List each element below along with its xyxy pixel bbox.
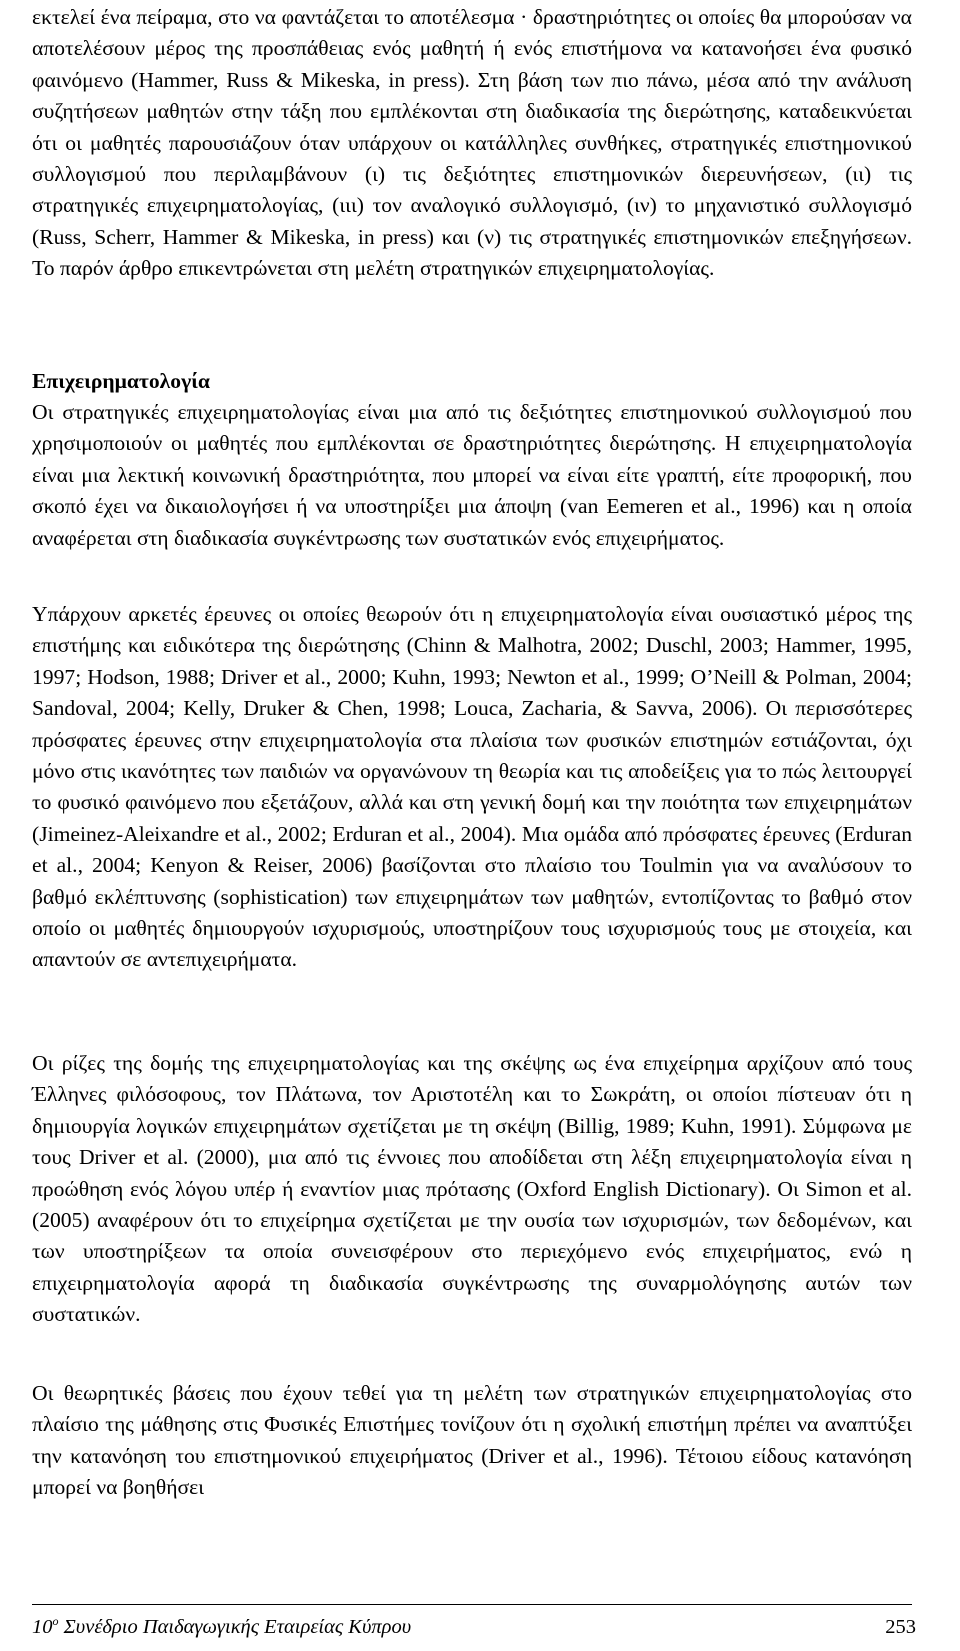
paragraph-argumentation-definition: Οι στρατηγικές επιχειρηματολογίας είναι μια από τις δεξιότητες επιστημονικού συλλογισμού που χρησιμοποιούν οι μαθητές που εμπλέκονται σε δραστηριότητες διερώτησης. Η επιχειρηματολογία είναι μια λεκτική κοινωνική δραστηριότητα, που μπορεί να είναι είτε γραπτή, είτε προφορική, που σκοπό έχει να δικαιολογήσει ή να υποστηρίξει μια άποψη (van Eemeren et al., 1996) και η οποία αναφέρεται στη διαδικασία συγκέντρωσης των συστατικών ενός επιχειρήματος.: [32, 400, 912, 550]
footer-conference-title: [32, 1616, 411, 1638]
page-footer: [32, 1604, 916, 1641]
conference-number: 10: [32, 1616, 53, 1638]
paragraph-research-review: Υπάρχουν αρκετές έρευνες οι οποίες θεωρούν ότι η επιχειρηματολογία είναι ουσιαστικό μέρος της επιστήμης και ειδικότερα της διερώτησης (Chinn & Malhotra, 2002; Duschl, 2003; Hammer, 1995, 1997; Hodson, 1988; Driver et al., 2000; Kuhn, 1993; Newton et al., 1999; O’Neill & Polman, 2004; Sandoval, 2004; Kelly, Druker & Chen, 1998; Louca, Zacharia, & Savva, 2006). Οι περισσότερες πρόσφατες έρευνες στην επιχειρηματολογία στα πλαίσια των φυσικών επιστημών εστιάζονται, όχι μόνο στις ικανότητες των παιδιών να οργανώνουν τη θεωρία και τις αποδείξεις για το πώς λειτουργεί το φυσικό φαινόμενο που εξετάζουν, αλλά και στη γενική δομή και την ποιότητα των επιχειρημάτων (Jimeinez-Aleixandre et al., 2002; Erduran et al., 2004). Μια ομάδα από πρόσφατες έρευνες (Erduran et al., 2004; Kenyon & Reiser, 2006) βασίζονται στο πλαίσιο του Toulmin για να αναλύσουν το βαθμό εκλέπτυνσης (sophistication) των επιχειρημάτων των μαθητών, εντοπίζοντας το βαθμό στον οποίο οι μαθητές δημιουργούν ισχυρισμούς, υποστηρίζουν τους ισχυρισμούς τους με στοιχεία, και απαντούν σε αντεπιχειρήματα.: [32, 602, 912, 972]
conference-name: Συνέδριο Παιδαγωγικής Εταιρείας Κύπρου: [58, 1616, 412, 1638]
conference-ordinal-suffix: ο: [52, 1614, 59, 1629]
document-page: [32, 0, 928, 1651]
paragraph-philosophical-roots: Οι ρίζες της δομής της επιχειρηματολογίας και της σκέψης ως ένα επιχείρημα αρχίζουν από τους Έλληνες φιλόσοφους, τον Πλάτωνα, τον Αριστοτέλη και το Σωκράτη, οι οποίοι πίστευαν ότι η δημιουργία λογικών επιχειρημάτων σχετίζεται με τη σκέψη (Billig, 1989; Kuhn, 1991). Σύμφωνα με τους Driver et al. (2000), μια από τις έννοιες που αποδίδεται στη λέξη επιχειρηματολογία είναι η προώθηση ενός λόγου υπέρ ή εναντίον μιας πρότασης (Oxford English Dictionary). Οι Simon et al. (2005) αναφέρουν ότι το επιχείρημα σχετίζεται με την ουσία των ισχυρισμών, των δεδομένων, και των υποστηρίξεων τα οποία συνεισφέρουν στο περιεχόμενο ενός επιχειρήματος, ενώ η επιχειρηματολογία αφορά τη διαδικασία συγκέντρωσης της συναρμολόγησης αυτών των συστατικών.: [32, 1051, 912, 1327]
section-heading-argumentation: Επιχειρηματολογία: [32, 369, 210, 393]
paragraph-theoretical-bases: Οι θεωρητικές βάσεις που έχουν τεθεί για τη μελέτη των στρατηγικών επιχειρηματολογίας στο πλαίσιο της μάθησης στις Φυσικές Επιστήμες τονίζουν ότι η σχολική επιστήμη πρέπει να αναπτύξει την κατανόηση του επιστημονικού επιχειρήματος (Driver et al., 1996). Τέτοιου είδους κατανόηση μπορεί να βοηθήσει: [32, 1381, 912, 1500]
page-number: 253: [885, 1616, 916, 1638]
paragraph-intro-continued: εκτελεί ένα πείραμα, στο να φαντάζεται το αποτέλεσμα · δραστηριότητες οι οποίες θα μπορούσαν να αποτελέσουν μέρος της προσπάθειας ενός μαθητή ή ενός επιστήμονα να κατανοήσει ένα φυσικό φαινόμενο (Hammer, Russ & Mikeska, in press). Στη βάση των πιο πάνω, μέσα από την ανάλυση συζητήσεων μαθητών στην τάξη που εμπλέκονται στη διαδικασία της διερώτησης, καταδεικνύεται ότι οι μαθητές παρουσιάζουν όταν υπάρχουν οι κατάλληλες συνθήκες, στρατηγικές επιστημονικού συλλογισμού που περιλαμβάνουν (ι) τις δεξιότητες επιστημονικών διερευνήσεων, (ιι) τις στρατηγικές επιχειρηματολογίας, (ιιι) τον αναλογικό συλλογισμό, (ιν) το μηχανιστικό συλλογισμό (Russ, Scherr, Hammer & Mikeska, in press) και (ν) τις στρατηγικές επιστημονικών επεξηγήσεων. Το παρόν άρθρο επικεντρώνεται στη μελέτη στρατηγικών επιχειρηματολογίας.: [32, 5, 912, 281]
